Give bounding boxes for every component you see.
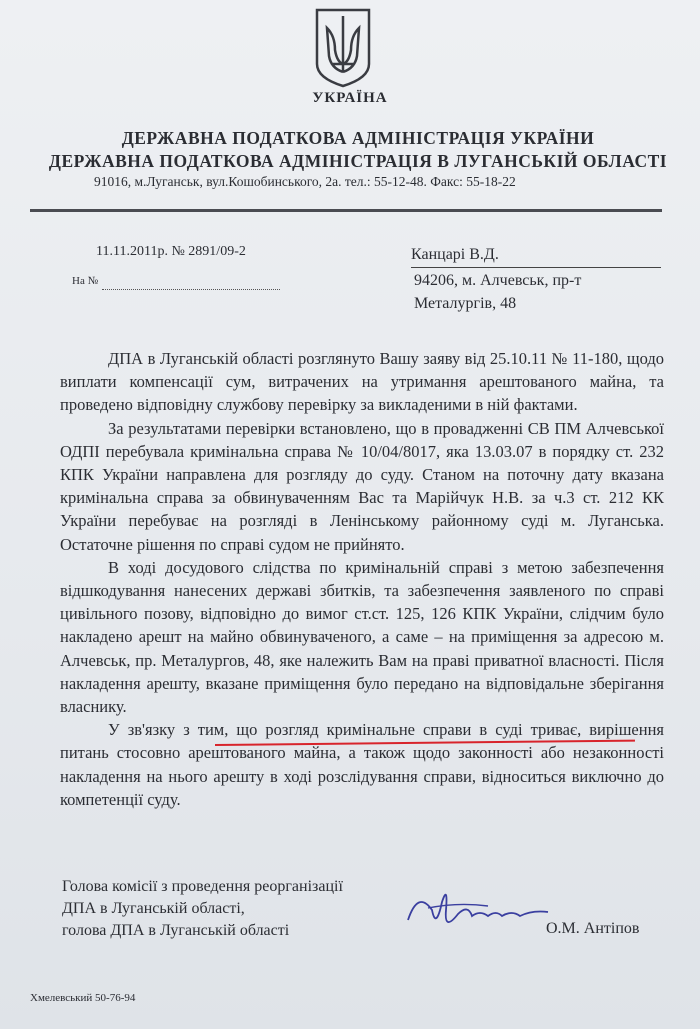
signatory-title [62, 876, 343, 942]
incoming-reference-blank [102, 289, 280, 290]
outgoing-reference: 11.11.2011р. № 2891/09-2 [96, 244, 246, 259]
handwritten-signature-icon [398, 880, 558, 940]
paragraph-1: ДПА в Луганській області розглянуто Вашу заяву від 25.10.11 № 11-180, щодо виплати компенсації сум, витрачених на утримання арештованого майна, та проведено відповідну службову перевірку за викладеними в ній фактами. [60, 349, 664, 415]
recipient-address-line1: 94206, м. Алчевськ, пр-т [414, 272, 582, 289]
header-divider [30, 209, 662, 212]
executor-contact: Хмелевський 50-76-94 [30, 992, 136, 1004]
recipient-name: Канцарі В.Д. [411, 246, 499, 263]
org-title-national: ДЕРЖАВНА ПОДАТКОВА АДМІНІСТРАЦІЯ УКРАЇНИ [121, 128, 595, 148]
signatory-name: О.М. Антіпов [546, 920, 640, 937]
paragraph-4: У зв'язку з тим, що розгляд кримінальне справи в суді триває, вирішення питань стосовно арештованого майна, а також щодо законності або незаконності накладення на нього арешту в ході розслідування справи, відноситься виключно до компетенції суду. [60, 720, 664, 809]
recipient-underline [411, 267, 661, 268]
signatory-title-line1: Голова комісії з проведення реорганізації [62, 878, 343, 895]
paragraph-2: За результатами перевірки встановлено, що в провадженні СВ ПМ Алчевської ОДПІ перебувала кримінальна справа № 10/04/8017, яка 13.03.07 в порядку ст. 232 КПК України направлена для розгляду до суду. Станом на поточну дату вказана кримінальна справа за обвинуваченням Вас та Марійчук Н.В. за ч.3 ст. 212 КК України перебуває на розгляді в Ленінському районному суді м. Луганська. Остаточне рішення по справі судом не прийнято. [60, 418, 664, 554]
org-address: 91016, м.Луганськ, вул.Кошобинського, 2а. тел.: 55-12-48. Факс: 55-18-22 [94, 174, 516, 189]
incoming-reference-label: На № [72, 275, 99, 287]
signatory-title-line2: ДПА в Луганській області, [62, 900, 245, 917]
org-title-regional: ДЕРЖАВНА ПОДАТКОВА АДМІНІСТРАЦІЯ В ЛУГАНСЬКІЙ ОБЛАСТІ [48, 151, 668, 171]
recipient-address-line2: Металургів, 48 [414, 295, 517, 312]
paragraph-3: В ході досудового слідства по кримінальній справі з метою забезпечення відшкодування нанесених державі збитків, та забезпечення заявленого по справі цивільного позову, відповідно до вимог ст.ст. 125, 126 КПК України, слідчим було накладено арешт на майно обвинуваченого, а саме – на приміщення за адресою м. Алчевськ, пр. Металургов, 48, яке належить Вам на праві приватної власності. Після накладення арешту, вказане приміщення було передано на відповідальне зберігання власнику. [60, 557, 664, 717]
country-name: УКРАЇНА [312, 90, 388, 106]
trident-emblem-icon [313, 6, 373, 90]
signatory-title-line3: голова ДПА в Луганській області [62, 922, 290, 939]
